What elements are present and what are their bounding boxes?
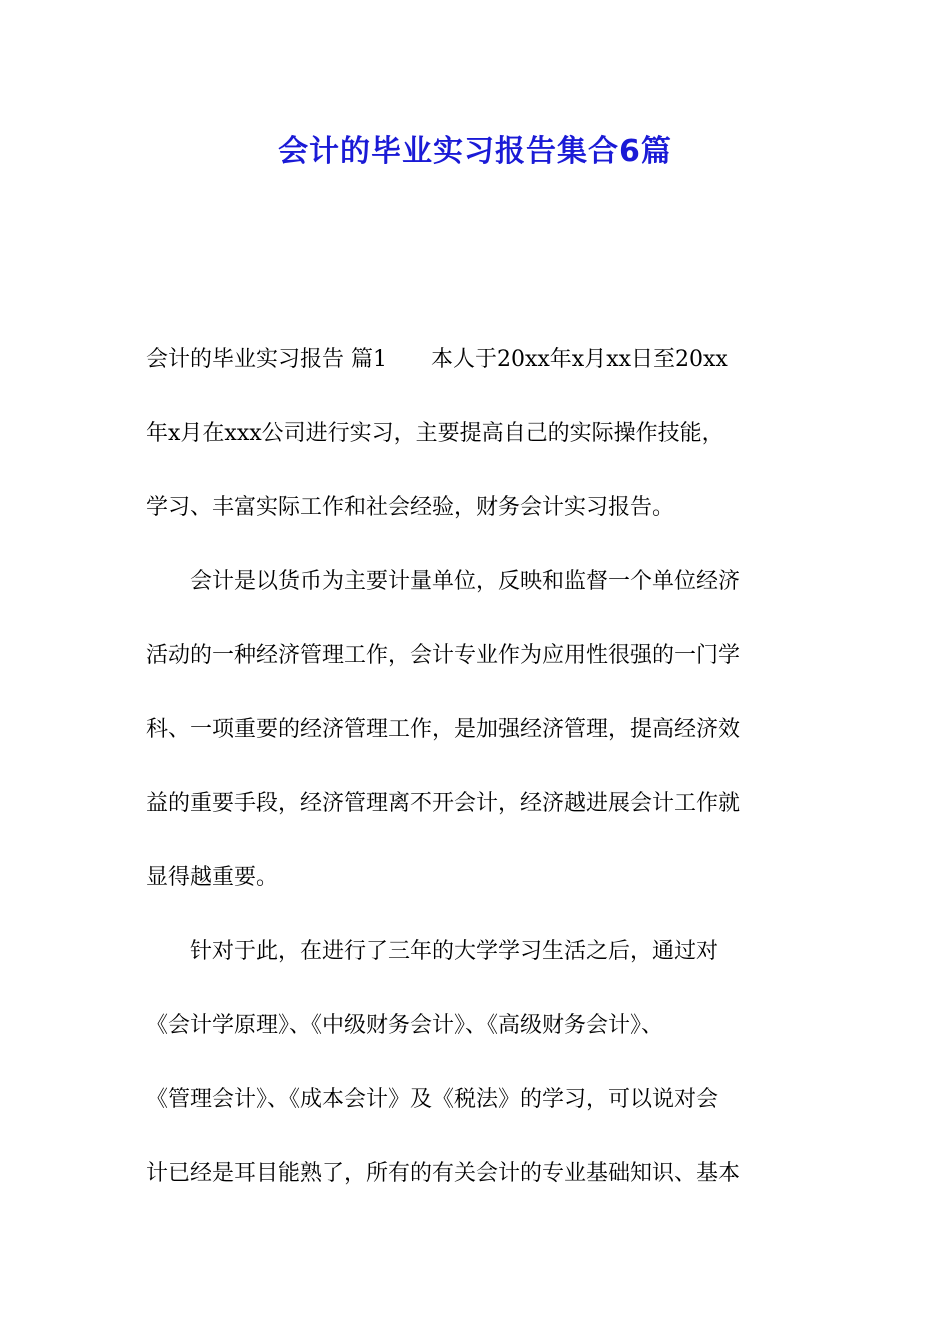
body-line: 显得越重要。 bbox=[146, 865, 279, 890]
body-line: 针对于此，在进行了三年的大学学习生活之后，通过对 bbox=[146, 939, 719, 964]
body-line: 会计的毕业实习报告 篇1 本人于20xx年x月xx日至20xx bbox=[146, 347, 728, 372]
body-line: 科、一项重要的经济管理工作，是加强经济管理，提高经济效 bbox=[146, 717, 741, 742]
body-line: 活动的一种经济管理工作，会计专业作为应用性很强的一门学 bbox=[146, 643, 741, 668]
body-line: 学习、丰富实际工作和社会经验，财务会计实习报告。 bbox=[146, 495, 675, 520]
body-line: 益的重要手段，经济管理离不开会计，经济越进展会计工作就 bbox=[146, 791, 741, 816]
body-line: 《会计学原理》、《中级财务会计》、《高级财务会计》、 bbox=[146, 1013, 664, 1038]
document-body bbox=[146, 338, 810, 1226]
body-line: 会计是以货币为主要计量单位，反映和监督一个单位经济 bbox=[146, 569, 741, 594]
body-line: 年x月在xxx公司进行实习，主要提高自己的实际操作技能， bbox=[146, 421, 724, 446]
body-line: 《管理会计》、《成本会计》及《税法》的学习，可以说对会 bbox=[146, 1087, 719, 1112]
body-line: 计已经是耳目能熟了，所有的有关会计的专业基础知识、基本 bbox=[146, 1161, 741, 1186]
document-title: 会计的毕业实习报告集合6篇 bbox=[278, 134, 672, 169]
